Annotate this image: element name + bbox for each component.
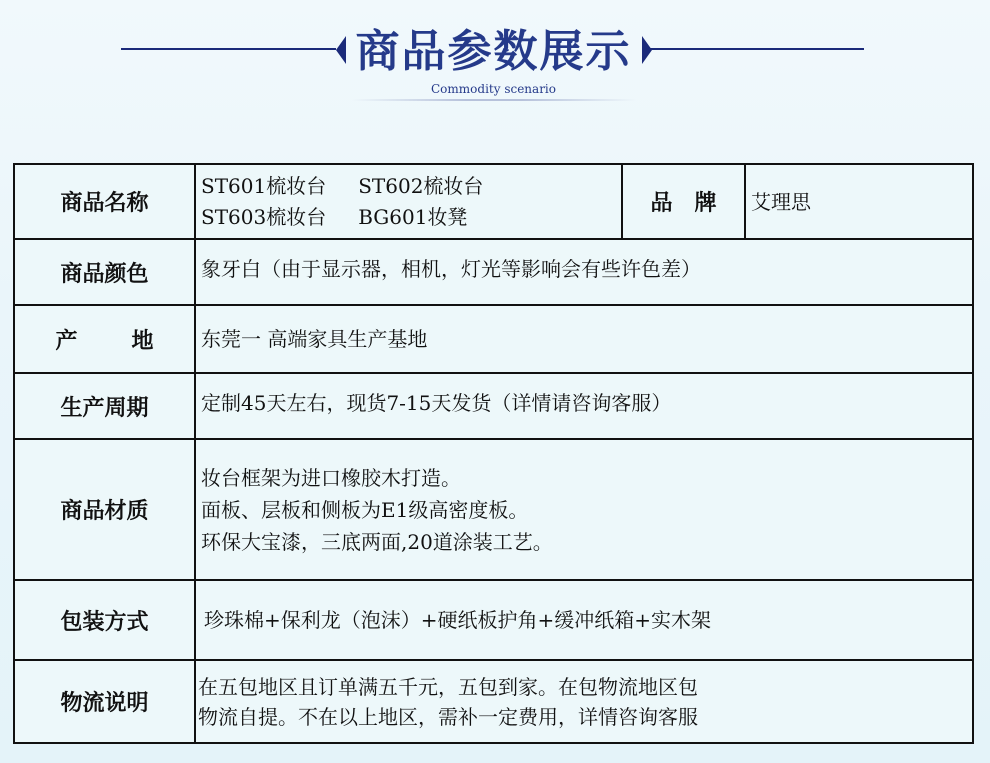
table-row-origin [15,306,972,374]
header-right-line [650,48,864,50]
table-row-name [15,165,972,240]
material-line: 环保大宝漆，三底两面,20道涂装工艺。 [201,529,553,554]
logistics-line: 在五包地区且订单满五千元，五包到家。在包物流地区包 [198,674,698,699]
label-period: 生产周期 [15,374,196,438]
right-arrow-ornament-icon [642,36,652,64]
label-origin [15,306,208,372]
label-logistics: 物流说明 [15,661,196,742]
label-origin-text: 产地 [55,328,208,354]
material-line: 面板、层板和侧板为E1级高密度板。 [201,497,529,522]
name-line-2 [201,202,621,233]
value-logistics [196,661,972,742]
value-packing: 珍珠棉+保利龙（泡沫）+硬纸板护角+缓冲纸箱+实木架 [204,607,712,632]
value-period: 定制45天左右，现货7-15天发货（详情请咨询客服） [201,391,672,415]
table-row-period [15,374,972,440]
product-item: ST601梳妆台 [201,173,327,198]
spec-table [13,163,974,744]
table-row-color [15,240,972,306]
table-row-logistics [15,661,972,742]
product-item: ST602梳妆台 [358,173,484,198]
logistics-line: 物流自提。不在以上地区，需补一定费用，详情咨询客服 [198,704,698,729]
label-color: 商品颜色 [15,240,196,304]
brand-value-text: 艾理思 [751,190,811,214]
value-material [196,440,972,579]
value-name [196,165,621,238]
material-line: 妆台框架为进口橡胶木打造。 [201,465,461,490]
product-item: BG601妆凳 [358,204,468,229]
label-packing: 包装方式 [15,581,196,659]
label-name: 商品名称 [15,165,196,238]
header [0,0,990,150]
page-subtitle: Commodity scenario [431,82,556,96]
table-row-material [15,440,972,581]
value-origin: 东莞一 高端家具生产基地 [201,326,428,351]
label-material: 商品材质 [15,440,196,579]
product-item: ST603梳妆台 [201,204,327,229]
value-brand [746,165,972,238]
table-row-packing [15,581,972,661]
brand-label-text: 品 牌 [650,191,717,216]
value-color: 象牙白（由于显示器，相机，灯光等影响会有些许色差） [201,257,701,281]
label-brand [621,165,746,238]
page-title: 商品参数展示 [355,26,632,77]
title-underline [352,99,636,101]
header-left-line [121,48,336,50]
name-line-1 [201,171,621,202]
